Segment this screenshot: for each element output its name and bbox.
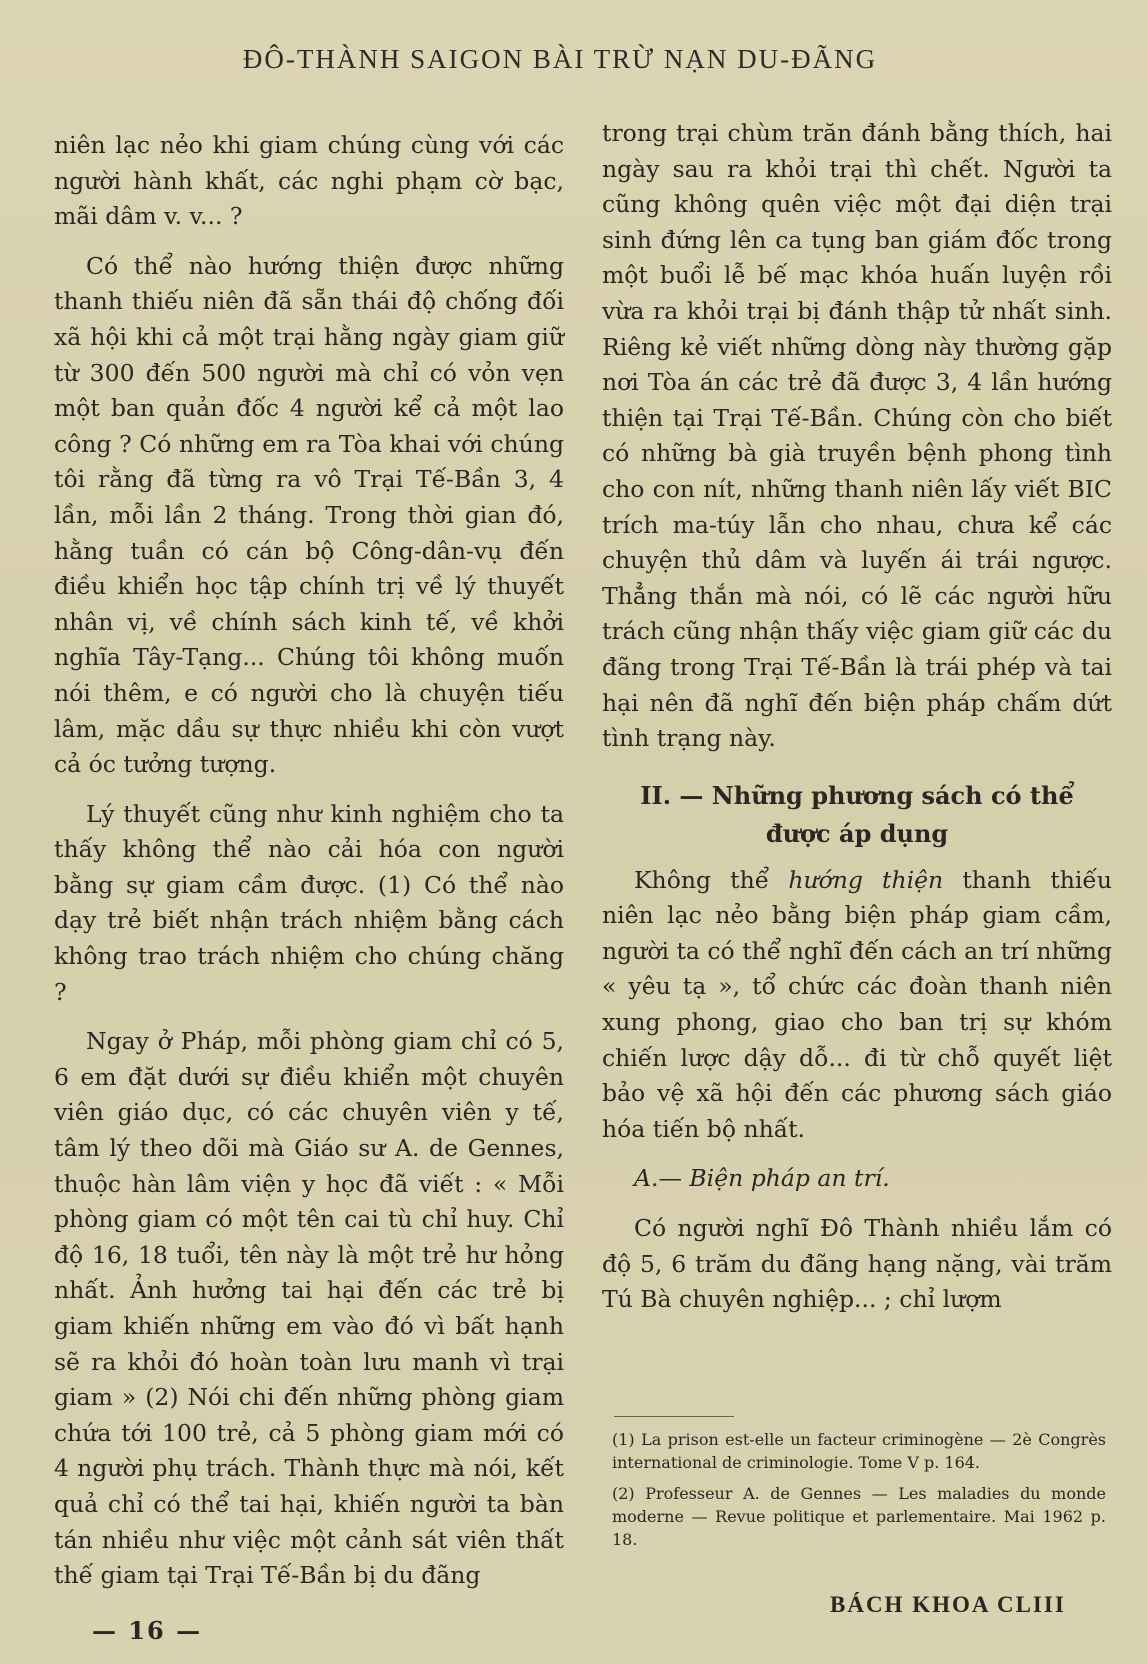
text-run: Không thể <box>634 865 789 894</box>
paragraph <box>602 863 1112 1148</box>
footnote: (1) La prison est-elle un facteur criminogène — 2è Congrès international de criminologie. Tome V p. 164. <box>612 1430 1106 1472</box>
emphasis: hướng thiện <box>788 865 944 894</box>
paragraph: Ngay ở Pháp, mỗi phòng giam chỉ có 5, 6 em đặt dưới sự điều khiển một chuyên viên giáo dục, có các chuyên viên y tế, tâm lý theo dõi mà Giáo sư A. de Gennes, thuộc hàn lâm viện y học đã viết : « Mỗi phòng giam có một tên cai tù chỉ huy. Chỉ độ 16, 18 tuổi, tên này là một trẻ hư hỏng nhất. Ảnh hưởng tai hại đến các trẻ bị giam khiến những em vào đó vì bất hạnh sẽ ra khỏi đó hoàn toàn lưu manh vì trại giam » (2) Nói chi đến những phòng giam chứa tới 100 trẻ, cả 5 phòng giam mới có 4 người phụ trách. Thành thực mà nói, kết quả chỉ có thể tai hại, khiến người ta bàn tán nhiều như việc một cảnh sát viên thất thế giam tại Trại Tế-Bần bị du đãng <box>54 1027 564 1590</box>
footnote-rule <box>614 1416 734 1417</box>
section-heading <box>602 777 1112 853</box>
paragraph: niên lạc nẻo khi giam chúng cùng với các người hành khất, các nghi phạm cờ bạc, mãi dâm v. v... ? <box>54 131 564 231</box>
paragraph: Có thể nào hướng thiện được những thanh thiếu niên đã sẵn thái độ chống đối xã hội khi cả một trại hằng ngày giam giữ từ 300 đến 500 người mà chỉ có vỏn vẹn một ban quản đốc 4 người kể cả một lao công ? Có những em ra Tòa khai với chúng tôi rằng đã từng ra vô Trại Tế-Bần 3, 4 lần, mỗi lần 2 tháng. Trong thời gian đó, hằng tuần có cán bộ Công-dân-vụ đến điều khiển học tập chính trị về lý thuyết nhân vị, về chính sách kinh tế, về khởi nghĩa Tây-Tạng... Chúng tôi không muốn nói thêm, e có người cho là chuyện tiếu lâm, mặc dầu sự thực nhiều khi còn vượt cả óc tưởng tượng. <box>54 251 564 779</box>
footnote: (2) Professeur A. de Gennes — Les maladies du monde moderne — Revue politique et parlementaire. Mai 1962 p. 18. <box>612 1484 1106 1549</box>
paragraph: Có người nghĩ Đô Thành nhiều lắm có độ 5, 6 trăm du đãng hạng nặng, vài trăm Tú Bà chuyên nghiệp... ; chỉ lượm <box>602 1214 1112 1314</box>
right-column <box>602 116 1112 1318</box>
paragraph: Lý thuyết cũng như kinh nghiệm cho ta thấy không thể nào cải hóa con người bằng sự giam cầm được. (1) Có thể nào dạy trẻ biết nhận trách nhiệm bằng cách không trao trách nhiệm cho chúng chăng ? <box>54 799 564 1006</box>
paragraph: trong trại chùm trăn đánh bằng thích, hai ngày sau ra khỏi trại thì chết. Người ta cũng không quên việc một đại diện trại sinh đứng lên ca tụng ban giám đốc trong một buổi lễ bế mạc khóa huấn luyện rồi vừa ra khỏi trại bị đánh thập tử nhất sinh. Riêng kẻ viết những dòng này thường gặp nơi Tòa án các trẻ đã được 3, 4 lần hướng thiện tại Trại Tế-Bần. Chúng còn cho biết có những bà già truyền bệnh phong tình cho con nít, những thanh niên lấy viết BIC trích ma-túy lẫn cho nhau, chưa kể các chuyện thủ dâm và luyến ái trái ngược. Thẳng thắn mà nói, có lẽ các người hữu trách cũng nhận thấy việc giam giữ các du đãng trong Trại Tế-Bần là trái phép và tai hại nên đã nghĩ đến biện pháp chấm dứt tình trạng này. <box>602 119 1112 753</box>
journal-footer: BÁCH KHOA CLIII <box>830 1592 1066 1617</box>
section-heading-line: II. — Những phương sách có thể <box>640 780 1074 810</box>
section-heading-line: được áp dụng <box>765 818 949 848</box>
subheading: A.— Biện pháp an trí. <box>634 1164 890 1193</box>
text-run: thanh thiếu niên lạc nẻo bằng biện pháp giam cầm, người ta có thể nghĩ đến cách an trí những « yêu tạ », tổ chức các đoàn thanh niên xung phong, giao cho ban trị sự khóm chiến lược dậy dỗ... đi từ chỗ quyết liệt bảo vệ xã hội đến các phương sách giáo hóa tiến bộ nhất. <box>602 865 1113 1143</box>
left-column <box>54 128 564 1594</box>
page-number: — 16 — <box>92 1616 203 1645</box>
footnotes <box>612 1428 1106 1551</box>
running-head: ĐÔ-THÀNH SAIGON BÀI TRỪ NẠN DU-ĐÃNG <box>242 44 878 74</box>
